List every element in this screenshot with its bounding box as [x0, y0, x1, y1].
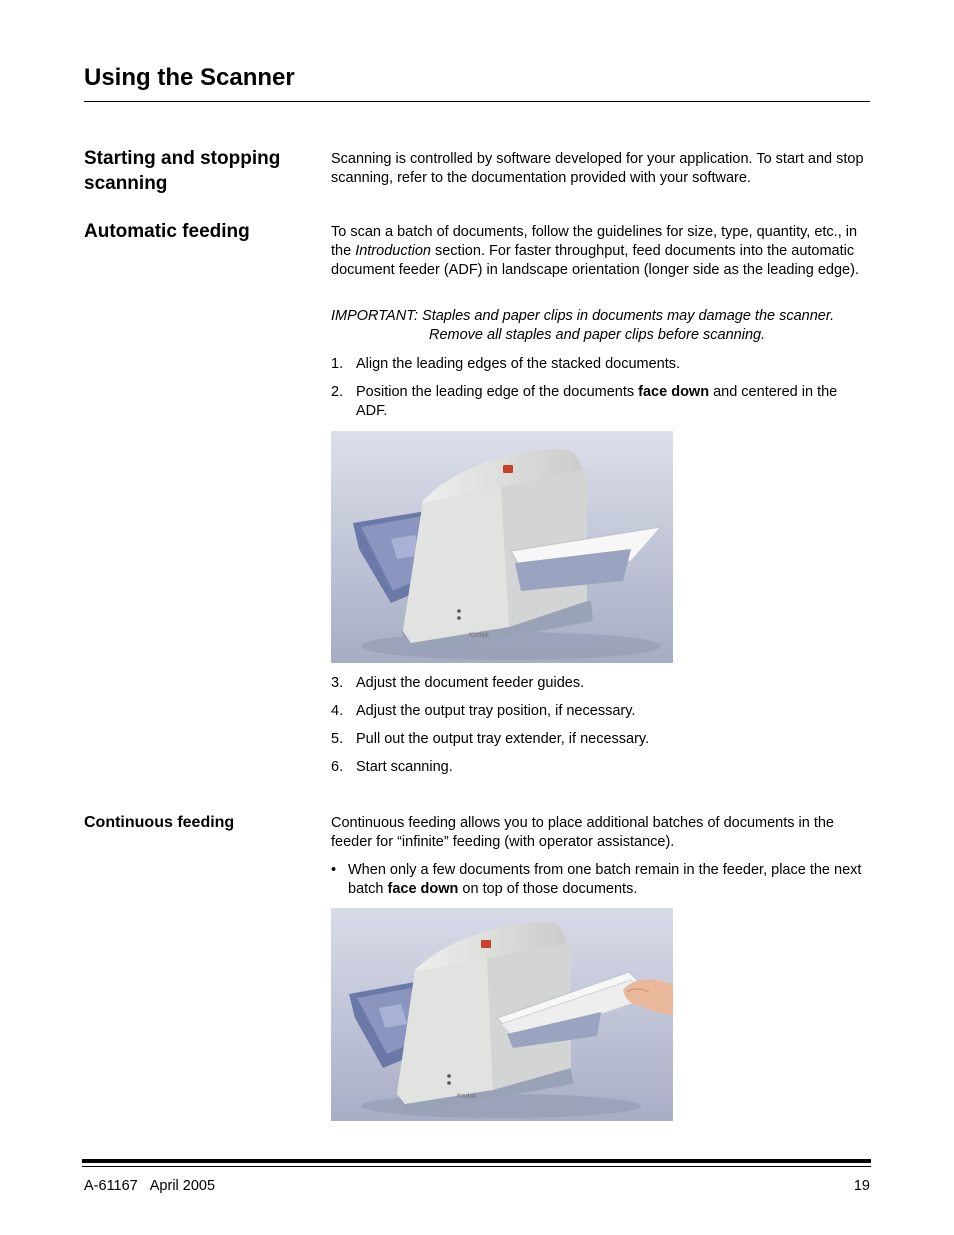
footer-doc-info	[84, 1178, 227, 1194]
document-number: A-61167	[84, 1178, 138, 1194]
important-note: IMPORTANT: Staples and paper clips in documents may damage the scanner. Remove all staples and paper clips before scanning.	[331, 308, 835, 343]
publication-date: April 2005	[149, 1178, 216, 1194]
list-item: • When only a few documents from one batch remain in the feeder, place the next batch face down on top of those documents.	[331, 862, 862, 897]
list-item: 3. Adjust the document feeder guides.	[331, 675, 585, 691]
list-item: 5. Pull out the output tray extender, if necessary.	[331, 731, 650, 747]
section-body-automatic: To scan a batch of documents, follow the guidelines for size, type, quantity, etc., in the Introduction section. For faster throughput, feed documents into the automatic document feeder (ADF) in landscape orientation (longer side as the leading edge).	[331, 224, 859, 278]
list-item: 1. Align the leading edges of the stacked documents.	[331, 356, 681, 372]
scanner-brand-label: Kodak	[469, 632, 489, 639]
section-body-starting: Scanning is controlled by software developed for your application. To start and stop scanning, refer to the documentation provided with your software.	[331, 151, 864, 186]
list-item: 6. Start scanning.	[331, 759, 453, 775]
section-heading-starting: Starting and stopping scanning	[84, 148, 281, 194]
page-title: Using the Scanner	[84, 64, 295, 91]
list-item: 4. Adjust the output tray position, if necessary.	[331, 703, 636, 719]
footer-divider-thin	[82, 1166, 871, 1167]
section-heading-automatic: Automatic feeding	[84, 221, 250, 242]
scanner-brand-label: Kodak	[457, 1093, 477, 1100]
page-number: 19	[853, 1178, 870, 1194]
scanner-photo-adf	[331, 431, 673, 663]
section-body-continuous: Continuous feeding allows you to place additional batches of documents in the feeder for “infinite” feeding (with operator assistance).	[331, 815, 834, 850]
section-heading-continuous: Continuous feeding	[84, 814, 235, 831]
title-divider	[84, 101, 870, 102]
list-item: 2. Position the leading edge of the documents face down and centered in the ADF.	[331, 384, 838, 419]
footer-divider	[82, 1159, 871, 1163]
scanner-photo-continuous	[331, 908, 673, 1121]
